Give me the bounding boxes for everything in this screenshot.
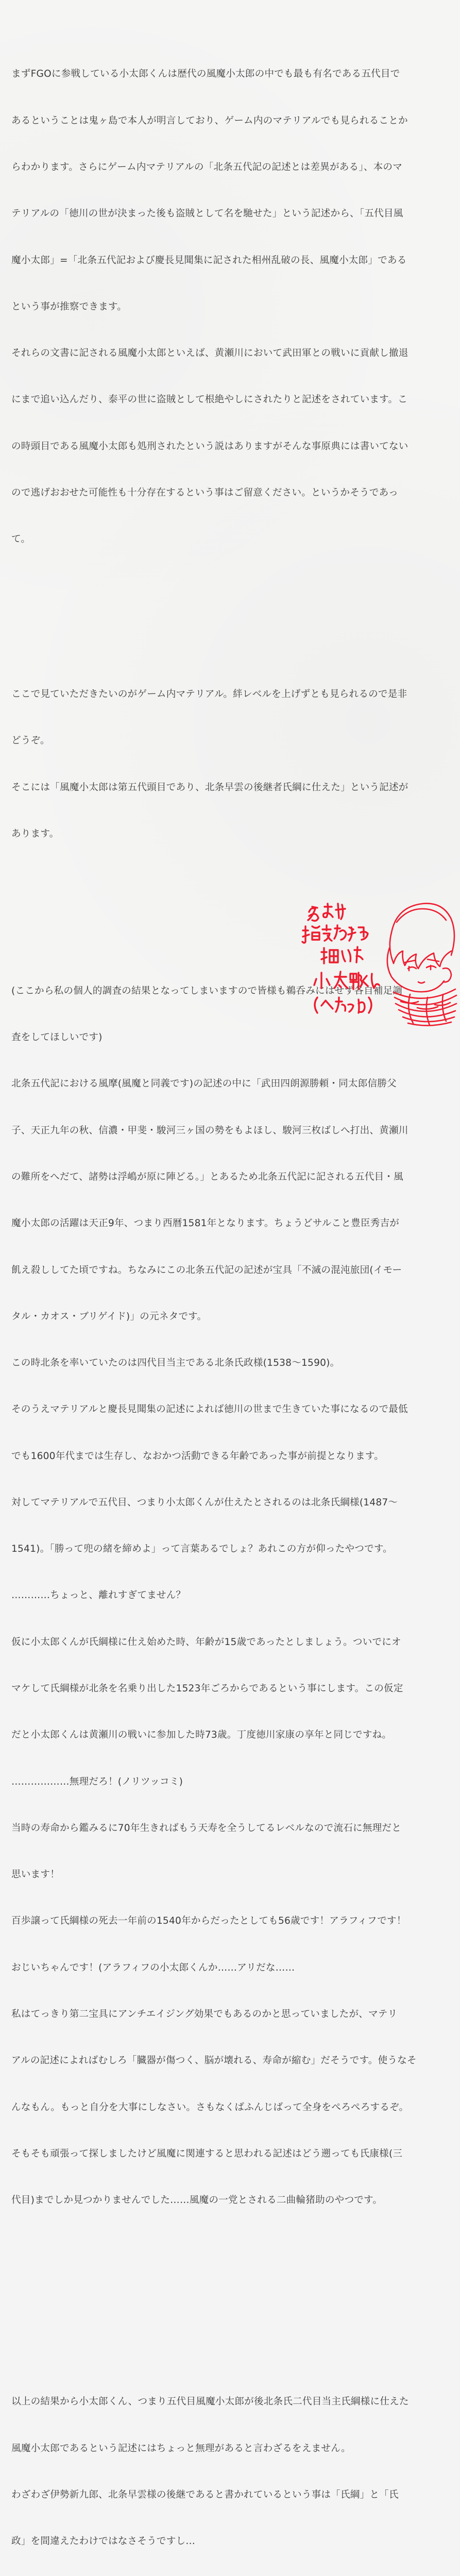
text-line: 代目)までしか見つかりませんでした……風魔の一党とされる二曲輪猪助のやつです。 [11, 2195, 383, 2206]
text-line: 1541)。「勝って兜の緒を締めよ」って言葉あるでしょ？あれこの方が仰ったやつです。 [11, 1544, 393, 1555]
text-line: マケして氏綱様が北条を名乗り出した1523年ごろからであるという事にします。この仮定 [11, 1683, 403, 1694]
paragraph-4 [11, 2363, 450, 2576]
doodle-character [387, 904, 456, 1026]
text-line: そもそも頑張って探しましたけど風魔に関連すると思われる記述はどう遡っても氏康様(三 [11, 2148, 403, 2159]
text-line: んなもん。もっと自分を大事にしなさい。さもなくばふんじばって全身をぺろぺろするぞ。 [11, 2102, 409, 2113]
doodle-ink [302, 904, 456, 1026]
text-line: そこには「風魔小太郎は第五代頭目であり、北条早雲の後継者氏綱に仕えた」という記述が [11, 782, 408, 793]
text-line: 魔小太郎の活躍は天正9年、つまり西暦1581年となります。ちょうどサルこと豊臣秀吉が [11, 1218, 400, 1229]
text-line: て。 [11, 534, 31, 545]
paragraph-3 [11, 953, 450, 2240]
text-line: 査をしてほしいです) [11, 1032, 103, 1043]
doodle-caption [302, 904, 379, 1013]
text-line: …………ちょっと、離れすぎてません？ [11, 1590, 186, 1601]
text-line: 子、天正九年の秋、信濃・甲斐・駿河三ヶ国の勢をもよほし、駿河三枚ばしへ打出、黄瀬川 [11, 1125, 408, 1136]
text-line: 政」を間違えたわけではなさそうですし… [11, 2536, 196, 2547]
paragraph-2 [11, 656, 450, 873]
text-line: 風魔小太郎であるという記述にはちょっと無理があると言わざるをえません。 [11, 2443, 351, 2454]
text-line: の難所をへだて、諸勢は浮嶋が原に陣どる。」とあるため北条五代記に記される五代目・風 [11, 1171, 403, 1182]
text-line: 魔小太郎」=「北条五代記および慶長見聞集に記された相州乱破の長、風魔小太郎」である [11, 255, 407, 266]
text-line: 思います！ [11, 1869, 60, 1880]
text-line: わざわざ伊勢新九郎、北条早雲様の後継であると書かれているという事は「氏綱」と「氏 [11, 2489, 399, 2500]
text-line: この時北条を率いていたのは四代目当主である北条氏政様(1538〜1590)。 [11, 1358, 340, 1369]
text-line: 仮に小太郎くんが氏綱様に仕え始めた時、年齢が15歳であったとしましょう。ついでにオ [11, 1636, 401, 1648]
text-line: らわかります。さらにゲーム内マテリアルの「北条五代記の記述とは差異がある」、本のマ [11, 161, 403, 173]
text-line: 対してマテリアルで五代目、つまり小太郎くんが仕えたとされるのは北条氏綱様(1487〜 [11, 1497, 398, 1508]
text-line: テリアルの「徳川の世が決まった後も盗賊として名を馳せた」という記述から、「五代目風 [11, 208, 403, 219]
text-line: 北条五代記における風摩(風魔と同義です)の記述の中に「武田四朗源勝頼・同太郎信勝父 [11, 1078, 397, 1090]
text-line: そのうえマテリアルと慶長見聞集の記述によれば徳川の世まで生きていた事になるので最低 [11, 1404, 408, 1415]
text-line: 私はてっきり第二宝具にアンチエイジング効果でもあるのかと思っていましたが、マテリ [11, 2009, 398, 2020]
text-line: あります。 [11, 828, 59, 839]
text-line: どうぞ。 [11, 735, 50, 747]
text-line: おじいちゃんです！(アラフィフの小太郎くんか……アリだな…… [11, 1962, 295, 1973]
paragraph-1 [11, 36, 450, 578]
text-line: の時頭目である風魔小太郎も処刑されたという説はありますがそんな事原典には書いてない [11, 440, 408, 452]
text-line: という事が推察できます。 [11, 301, 127, 312]
text-line: 百歩譲って氏綱様の死去一年前の1540年からだったとしても56歳です！アラフィフです！ [11, 1916, 406, 1927]
text-line: だと小太郎くんは黄瀬川の戦いに参加した時73歳。丁度徳川家康の享年と同じですね。 [11, 1730, 392, 1741]
text-line: 当時の寿命から鑑みるに70年生きればもう天寿を全うしてるレベルなので流石に無理だと [11, 1822, 402, 1834]
text-line: でも1600年代までは生存し、なおかつ活動できる年齢であった事が前提となります。 [11, 1450, 384, 1462]
paragraph-gap [11, 609, 450, 625]
text-line: タル・カオス・ブリゲイド)」の元ネタです。 [11, 1311, 207, 1322]
text-line: にまで追い込んだり、泰平の世に盗賊として根絶やしにされたりと記述をされています。こ [11, 394, 408, 405]
text-line: あるということは鬼ヶ島で本人が明言しており、ゲーム内のマテリアルでも見られることか [11, 115, 408, 126]
text-line: ので逃げおおせた可能性も十分存在するという事はご留意ください。というかそうであっ [11, 487, 399, 498]
text-line: それらの文書に記される風魔小太郎といえば、黄瀬川において武田軍との戦いに貢献し撤退 [11, 348, 408, 359]
text-line: 以上の結果から小太郎くん、つまり五代目風魔小太郎が後北条氏二代目当主氏綱様に仕えた [11, 2396, 409, 2408]
handdrawn-doodle [288, 891, 458, 1030]
text-line: アルの記述によればむしろ「臓器が傷つく、脳が壊れる、寿命が縮む」だそうです。使うなそ [11, 2055, 417, 2066]
text-line: 飢え殺ししてた頃ですね。ちなみにこの北条五代記の記述が宝具「不滅の混沌旅団(イモー [11, 1264, 402, 1276]
text-line: まずFGOに参戦している小太郎くんは歴代の風魔小太郎の中でも最も有名である五代目で [11, 69, 400, 80]
paragraph-gap [11, 2270, 450, 2286]
text-line: (ここから私の個人的調査の結果となってしまいますので皆様も鵜呑みにはせず各自補足調 [11, 985, 403, 996]
memo-body [11, 5, 450, 2576]
text-line: ………………無理だろ！(ノリツッコミ) [11, 1776, 183, 1787]
text-line: ここで見ていただきたいのがゲーム内マテリアル。絆レベルを上げずとも見られるので是非 [11, 689, 407, 700]
paragraph-gap [11, 2317, 450, 2332]
